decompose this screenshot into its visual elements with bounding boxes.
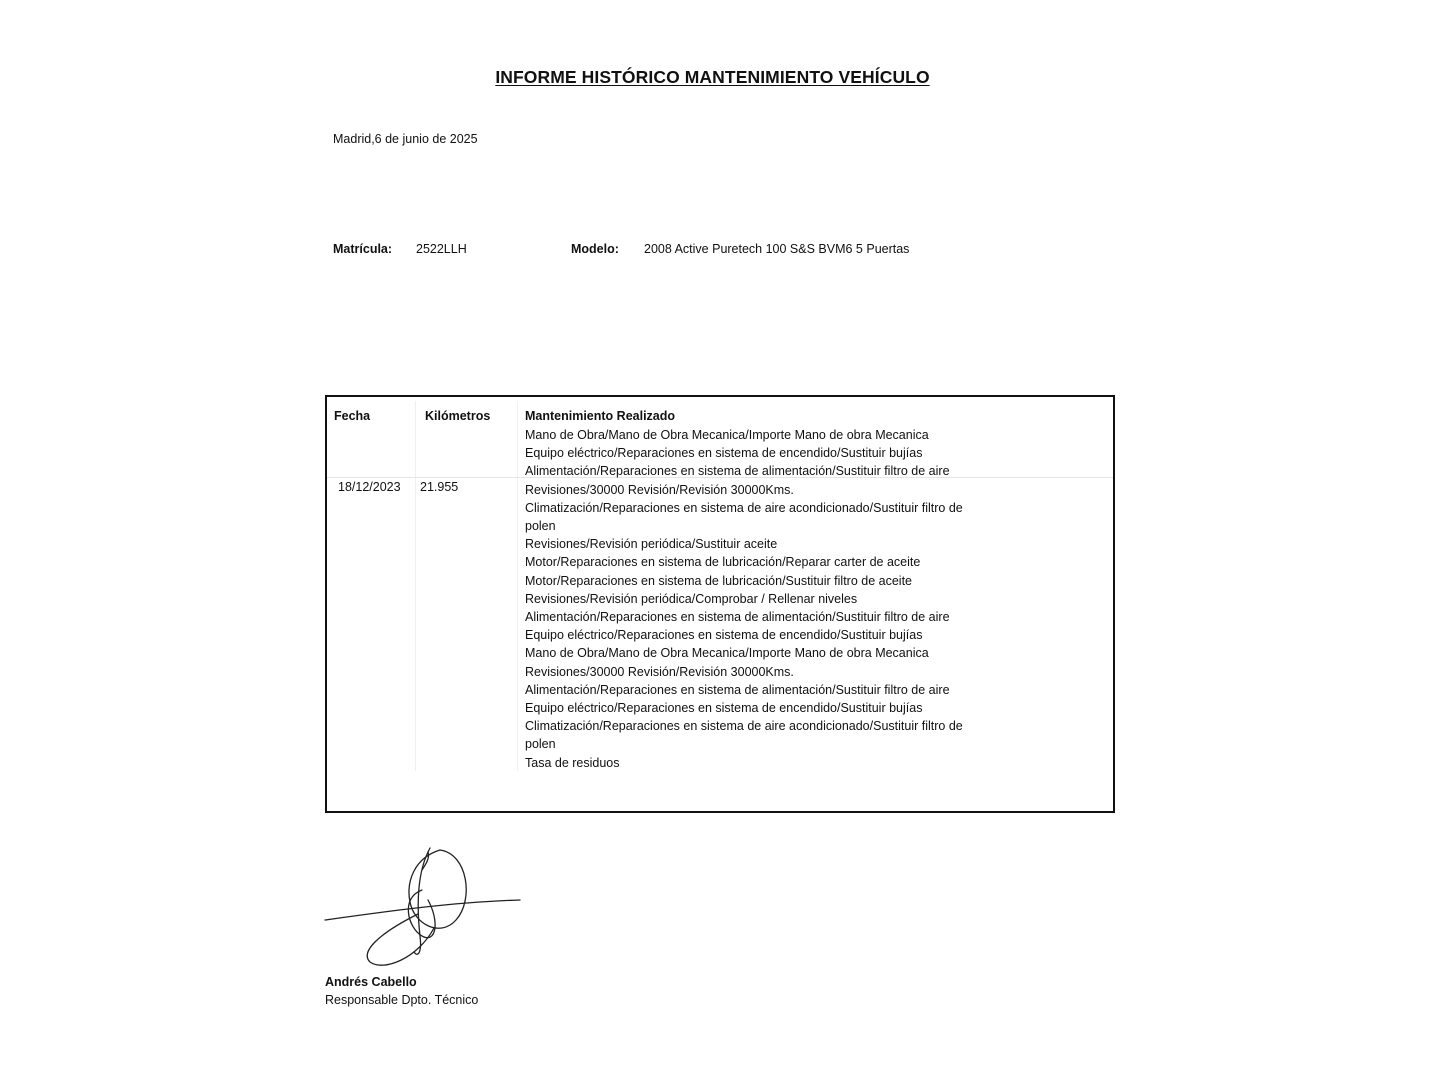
- plate-label: Matrícula:: [333, 242, 393, 256]
- maintenance-item: Mano de Obra/Mano de Obra Mecanica/Importe Mano de obra Mecanica: [525, 646, 929, 661]
- maintenance-item: Mano de Obra/Mano de Obra Mecanica/Importe Mano de obra Mecanica: [525, 428, 929, 442]
- model-label: Modelo:: [571, 242, 619, 256]
- signer-role: Responsable Dpto. Técnico: [325, 993, 479, 1007]
- row-km: 21.955: [420, 480, 459, 494]
- maintenance-item: Equipo eléctrico/Reparaciones en sistema de encendido/Sustituir bujías: [525, 701, 923, 716]
- maintenance-item: Alimentación/Reparaciones en sistema de alimentación/Sustituir filtro de aire: [525, 682, 950, 697]
- maintenance-item: polen: [525, 737, 556, 752]
- report-title: INFORME HISTÓRICO MANTENIMIENTO VEHÍCULO: [495, 67, 930, 87]
- maintenance-list: [525, 426, 1015, 772]
- row-date: 18/12/2023: [338, 480, 401, 494]
- signature-image: [322, 840, 522, 970]
- maintenance-item: polen: [525, 519, 556, 534]
- header-maintenance: Mantenimiento Realizado: [525, 409, 676, 423]
- header-date: Fecha: [334, 409, 371, 423]
- maintenance-item: Motor/Reparaciones en sistema de lubricación/Reparar carter de aceite: [525, 555, 921, 570]
- maintenance-item: Alimentación/Reparaciones en sistema de alimentación/Sustituir filtro de aire: [525, 464, 950, 479]
- maintenance-item: Alimentación/Reparaciones en sistema de alimentación/Sustituir filtro de aire: [525, 610, 950, 625]
- report-date: Madrid,6 de junio de 2025: [333, 132, 478, 146]
- model-value: 2008 Active Puretech 100 S&S BVM6 5 Puertas: [644, 242, 910, 256]
- maintenance-item: Climatización/Reparaciones en sistema de aire acondicionado/Sustituir filtro de: [525, 719, 963, 734]
- maintenance-item: Revisiones/30000 Revisión/Revisión 30000Kms.: [525, 664, 794, 679]
- maintenance-item: Tasa de residuos: [525, 755, 620, 770]
- maintenance-item: Climatización/Reparaciones en sistema de aire acondicionado/Sustituir filtro de: [525, 500, 963, 515]
- header-km: Kilómetros: [425, 409, 491, 423]
- maintenance-item: Equipo eléctrico/Reparaciones en sistema de encendido/Sustituir bujías: [525, 446, 923, 461]
- maintenance-item: Revisiones/Revisión periódica/Comprobar / Rellenar niveles: [525, 591, 858, 606]
- maintenance-item: Revisiones/30000 Revisión/Revisión 30000Kms.: [525, 482, 794, 497]
- maintenance-item: Motor/Reparaciones en sistema de lubricación/Sustituir filtro de aceite: [525, 573, 912, 588]
- plate-value: 2522LLH: [416, 242, 467, 256]
- maintenance-item: Revisiones/Revisión periódica/Sustituir aceite: [525, 537, 778, 552]
- signer-name: Andrés Cabello: [325, 975, 417, 989]
- column-divider: [415, 401, 416, 771]
- column-divider: [517, 401, 518, 771]
- maintenance-item: Equipo eléctrico/Reparaciones en sistema de encendido/Sustituir bujías: [525, 628, 923, 643]
- maintenance-table: [325, 395, 1115, 813]
